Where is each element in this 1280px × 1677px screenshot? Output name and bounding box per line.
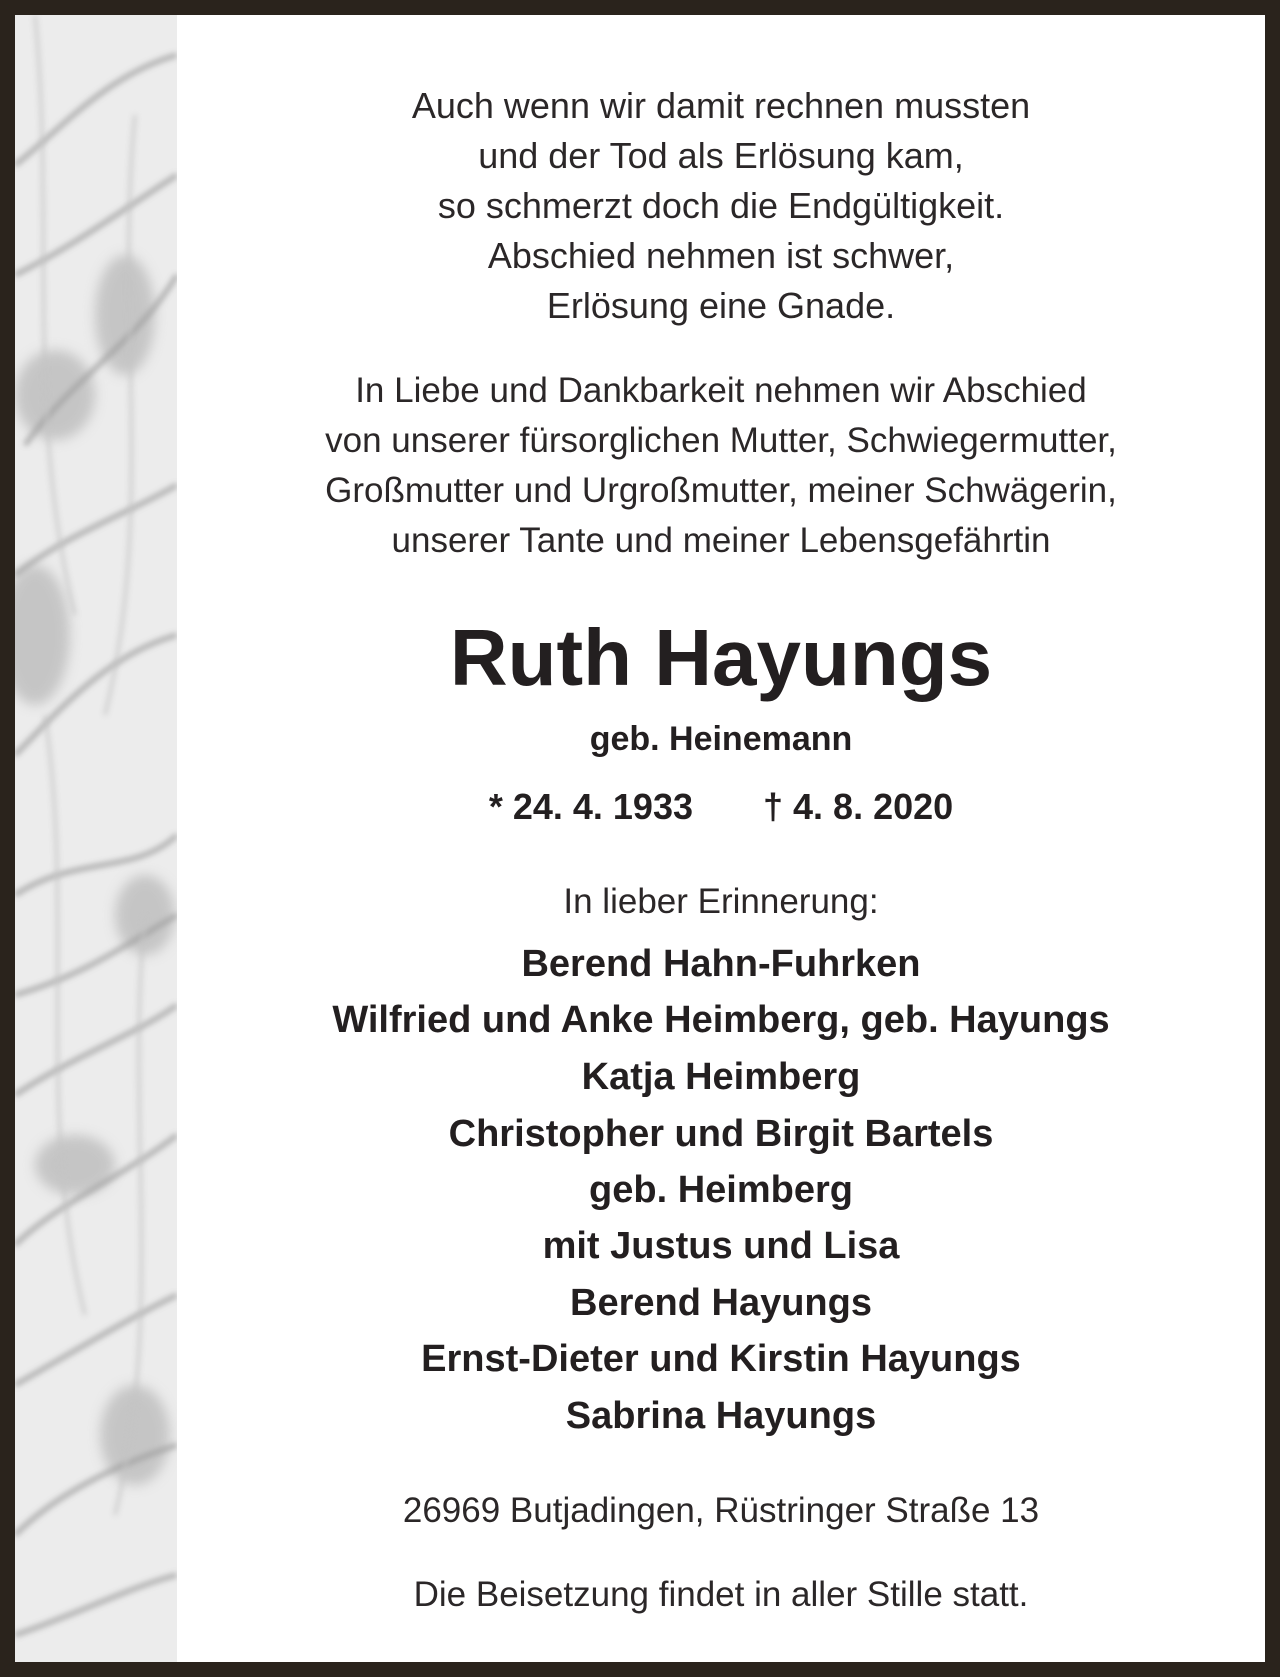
deceased-name: Ruth Hayungs	[449, 613, 993, 702]
address: 26969 Butjadingen, Rüstringer Straße 13	[402, 1491, 1040, 1530]
mourner-line: Ernst-Dieter und Kirstin Hayungs	[421, 1338, 1021, 1380]
marble-border-decoration	[15, 15, 177, 1662]
mourner-line: geb. Heimberg	[589, 1169, 853, 1211]
mourner-line: Berend Hayungs	[570, 1282, 872, 1324]
mourner-line: Wilfried und Anke Heimberg, geb. Hayungs	[332, 999, 1110, 1041]
mourner-line: Katja Heimberg	[581, 1056, 861, 1098]
life-dates	[177, 783, 1265, 831]
mourner-line: Berend Hahn-Fuhrken	[521, 943, 921, 985]
verse-line: so schmerzt doch die Endgültigkeit.	[437, 185, 1005, 226]
memory-label: In lieber Erinnerung:	[563, 882, 879, 921]
intro-line: von unserer fürsorglichen Mutter, Schwiegermutter,	[325, 421, 1117, 460]
obituary-content	[177, 15, 1265, 1662]
marble-texture	[15, 15, 177, 1662]
burial-note: Die Beisetzung findet in aller Stille statt.	[413, 1575, 1029, 1614]
verse-line: Abschied nehmen ist schwer,	[487, 235, 955, 276]
mourner-line: Christopher und Birgit Bartels	[448, 1113, 994, 1155]
intro-line: unserer Tante und meiner Lebensgefährtin	[391, 521, 1051, 560]
mourner-line: mit Justus und Lisa	[542, 1225, 900, 1267]
intro-line: Großmutter und Urgroßmutter, meiner Schwägerin,	[325, 471, 1117, 510]
death-date: † 4. 8. 2020	[763, 786, 954, 827]
birth-date: * 24. 4. 1933	[488, 786, 693, 827]
verse-line: Erlösung eine Gnade.	[546, 285, 896, 326]
maiden-name: geb. Heinemann	[589, 720, 853, 758]
mourner-line: Sabrina Hayungs	[565, 1395, 877, 1437]
verse-line: und der Tod als Erlösung kam,	[478, 135, 964, 176]
verse-line: Auch wenn wir damit rechnen mussten	[411, 85, 1031, 126]
intro-line: In Liebe und Dankbarkeit nehmen wir Abschied	[355, 371, 1087, 410]
